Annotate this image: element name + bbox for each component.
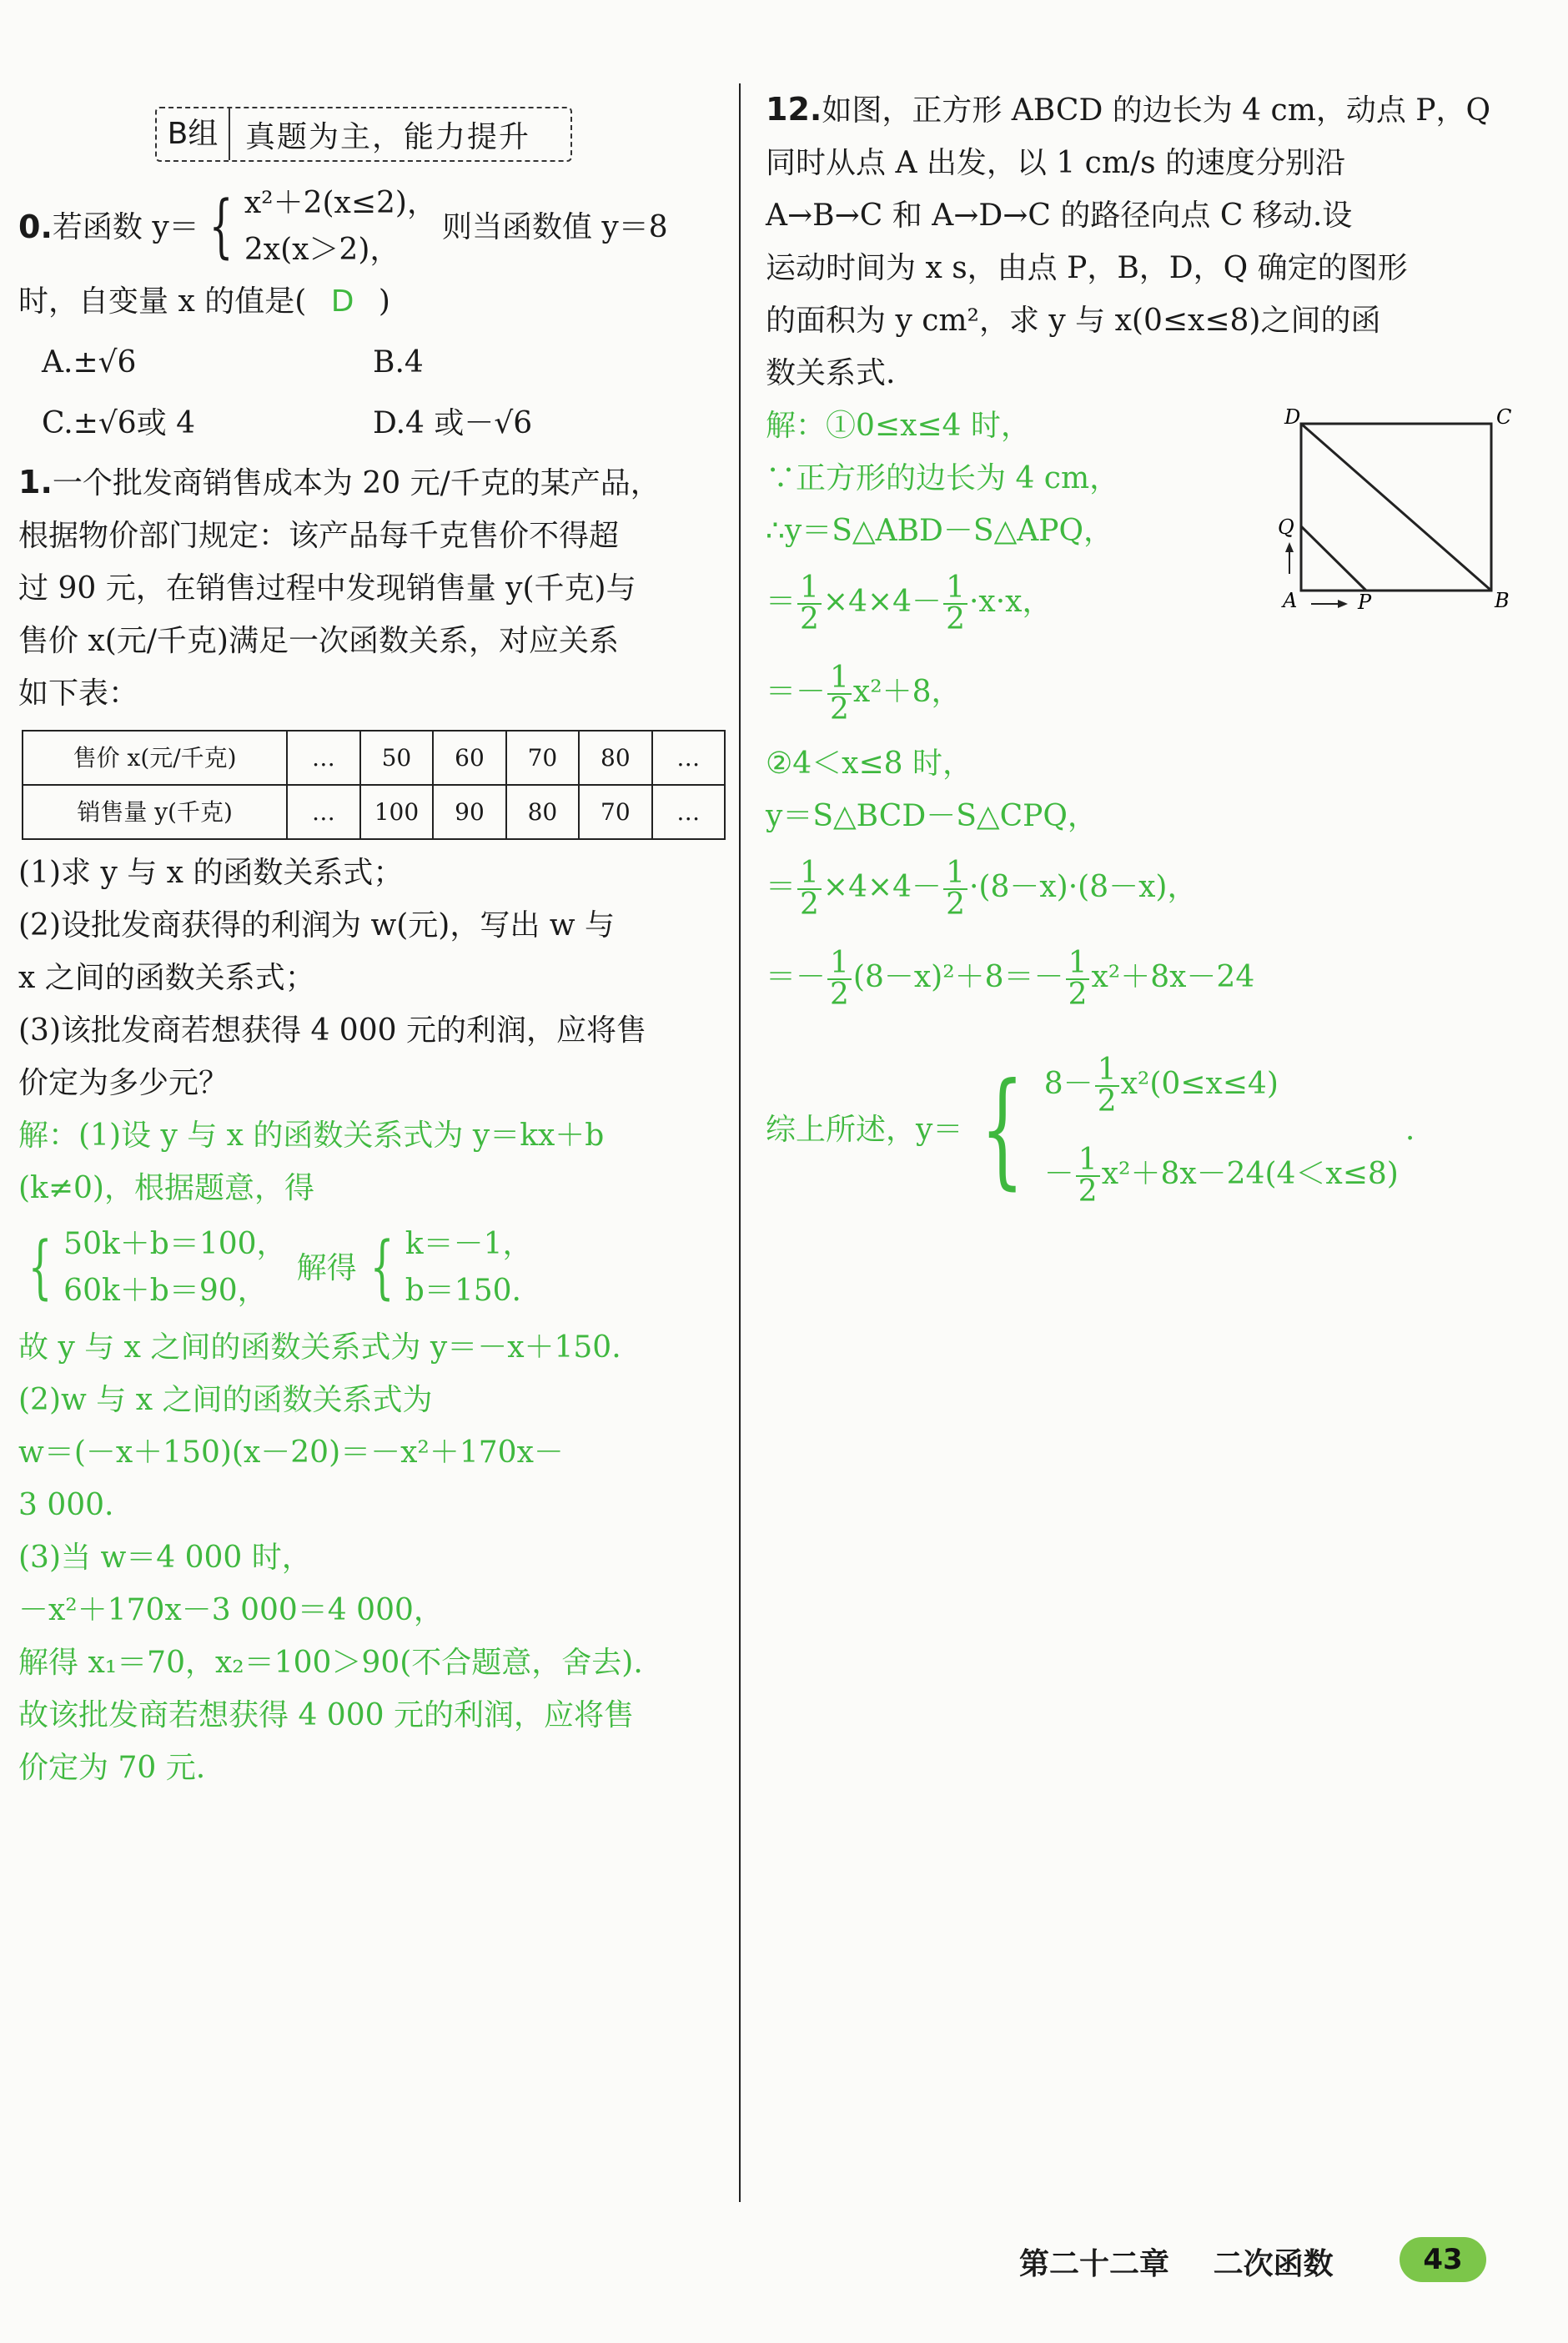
table-cell: 50	[360, 731, 434, 785]
q12-line: 数关系式.	[766, 356, 896, 390]
table-cell: 70	[579, 785, 651, 839]
left-column	[18, 186, 726, 1794]
formula-text: ×4×4－	[822, 585, 942, 619]
question-number: 0.	[18, 208, 53, 245]
fraction-numerator: 1	[1066, 948, 1090, 980]
q11-part: (1)求 y 与 x 的函数关系式；	[18, 856, 404, 890]
arrow-up-icon	[1285, 542, 1294, 552]
formula-text: ＝－	[766, 675, 827, 709]
q12-line: 的面积为 y cm²，求 y 与 x(0≤x≤8)之间的函	[766, 304, 1381, 338]
piece-2: 2x(x＞2)，	[244, 233, 400, 267]
answer-choice: D	[330, 284, 354, 319]
fraction-denominator: 2	[946, 602, 965, 636]
option-c: C.±√6或 4	[42, 406, 196, 440]
section-group: B组	[157, 108, 230, 160]
formula-text: x²＋8x－24	[1091, 960, 1255, 994]
q11-line: 过 90 元，在销售过程中发现销售量 y(千克)与	[18, 571, 636, 606]
q11-part: (2)设批发商获得的利润为 w(元)，写出 w 与	[18, 908, 616, 943]
solution-formula	[766, 842, 1533, 933]
chapter-title: 二次函数	[1213, 2247, 1334, 2281]
system-eq: b＝150.	[405, 1274, 521, 1308]
solution-line: w＝(－x＋150)(x－20)＝－x²＋170x－	[18, 1435, 564, 1470]
page-footer	[1019, 2240, 1334, 2283]
question-number: 12.	[766, 91, 822, 128]
table-cell: …	[652, 785, 725, 839]
solution-formula	[766, 933, 1533, 1023]
fraction	[797, 573, 822, 635]
solution-line: (2)w 与 x 之间的函数关系式为	[18, 1383, 433, 1417]
q12-line: 同时从点 A 出发，以 1 cm/s 的速度分别沿	[766, 146, 1346, 180]
arrow-right-icon	[1338, 600, 1348, 608]
solution-line: ②4＜x≤8 时，	[766, 747, 972, 781]
table-cell: 60	[433, 731, 505, 785]
solution-line: 3 000.	[18, 1488, 114, 1522]
question-11	[18, 456, 726, 1794]
fraction	[797, 858, 822, 920]
solution-line: 解得 x₁＝70，x₂＝100＞90(不合题意，舍去).	[18, 1646, 643, 1680]
system-eq: k＝－1，	[405, 1227, 533, 1261]
q10-close-paren: )	[378, 284, 390, 319]
question-12	[766, 83, 1533, 1219]
square-diagram	[1268, 407, 1518, 616]
table-cell: 100	[360, 785, 434, 839]
q12-line: 运动时间为 x s，由点 P，B，D，Q 确定的图形	[766, 251, 1408, 285]
q11-part: 价定为多少元？	[18, 1066, 229, 1100]
case-2	[1044, 1129, 1399, 1219]
page-number: 43	[1400, 2237, 1486, 2282]
table-cell: 90	[433, 785, 505, 839]
diagonal-bd	[1301, 424, 1491, 591]
fraction-numerator: 1	[827, 663, 852, 695]
q10-stem-post: 则当函数值 y＝8	[441, 209, 668, 244]
system-eq: 50k＋b＝100，	[63, 1227, 287, 1261]
fraction	[1095, 1055, 1119, 1117]
conclusion-text: 综上所述，y＝	[766, 1112, 963, 1147]
table-cell: 70	[506, 731, 579, 785]
table-cell: …	[287, 731, 359, 785]
formula-text: x²＋8，	[852, 675, 962, 709]
fraction-denominator: 2	[1078, 1174, 1098, 1209]
section-title: 真题为主，能力提升	[245, 119, 531, 154]
fraction-numerator: 1	[943, 573, 967, 605]
solution-line: 解：①0≤x≤4 时，	[766, 409, 1031, 443]
final-piecewise: 综上所述，y＝ { 8－ $\frac{1}{2}$ x²(0≤x≤4) － $\frac{1}{2}$ x²＋8x－24(4＜x≤8) .	[766, 1039, 1533, 1219]
option-d: D.4 或－√6	[373, 406, 533, 440]
formula-text: ·(8－x)·(8－x)，	[968, 870, 1198, 904]
fraction-denominator: 2	[946, 887, 965, 922]
section-tag	[155, 107, 572, 162]
table-cell: 80	[579, 731, 651, 785]
q11-part: x 之间的函数关系式；	[18, 961, 315, 995]
right-column	[766, 83, 1533, 1219]
fraction-denominator: 2	[800, 887, 819, 922]
formula-text: ×4×4－	[822, 870, 942, 904]
q11-line: 售价 x(元/千克)满足一次函数关系，对应关系	[18, 624, 619, 658]
fraction-denominator: 2	[800, 602, 819, 636]
solution-line: 价定为 70 元.	[18, 1751, 206, 1785]
question-10	[18, 186, 726, 450]
segment-pq	[1301, 526, 1366, 591]
formula-text: (8－x)²＋8＝－	[852, 960, 1064, 994]
formula-text: －	[1043, 1157, 1074, 1191]
formula-text: x²(0≤x≤4)	[1120, 1067, 1279, 1101]
solution-line: ∵正方形的边长为 4 cm，	[766, 461, 1120, 495]
fraction-numerator: 1	[943, 858, 967, 890]
q11-line: 根据物价部门规定：该产品每千克售价不得超	[18, 519, 620, 553]
option-a: A.±√6	[42, 345, 137, 380]
fraction-numerator: 1	[1095, 1055, 1119, 1087]
q11-part: (3)该批发商若想获得 4 000 元的利润，应将售	[18, 1013, 646, 1048]
price-sales-table	[22, 730, 726, 840]
q11-line: 一个批发商销售成本为 20 元/千克的某产品，	[52, 466, 661, 500]
equation-system: { 50k＋b＝100， 60k＋b＝90， 解得 { k＝－1， b＝150.	[18, 1214, 726, 1321]
solution-line: (3)当 w＝4 000 时，	[18, 1541, 312, 1575]
table-row-header: 售价 x(元/千克)	[23, 731, 287, 785]
piece-1: x²＋2(x≤2)，	[244, 186, 437, 220]
label-d: D	[1284, 407, 1301, 429]
formula-text: x²＋8x－24(4＜x≤8)	[1101, 1157, 1399, 1191]
options	[18, 336, 726, 450]
formula-text: ·x·x，	[968, 585, 1053, 619]
q11-solution	[18, 1109, 726, 1794]
option-b: B.4	[373, 345, 424, 380]
formula-text: 8－	[1043, 1067, 1093, 1101]
equals-sign: ＝	[766, 870, 797, 904]
label-c: C	[1496, 407, 1512, 429]
system-eq: 60k＋b＝90，	[63, 1274, 268, 1308]
fraction-numerator: 1	[1076, 1145, 1100, 1177]
column-divider	[739, 83, 741, 2202]
solution-line: y＝S△BCD－S△CPQ，	[766, 799, 1098, 833]
fraction	[943, 858, 967, 920]
solution-line: 故该批发商若想获得 4 000 元的利润，应将售	[18, 1698, 634, 1732]
fraction	[1066, 948, 1090, 1010]
solve-word: 解得	[296, 1250, 357, 1285]
label-a: A	[1283, 589, 1298, 612]
solution-line: 故 y 与 x 之间的函数关系式为 y＝－x＋150.	[18, 1330, 621, 1365]
fraction-denominator: 2	[830, 692, 849, 727]
fraction-denominator: 2	[1097, 1084, 1117, 1119]
fraction-numerator: 1	[797, 858, 822, 890]
q12-line: A→B→C 和 A→D→C 的路径向点 C 移动.设	[766, 199, 1353, 233]
question-number: 1.	[18, 464, 53, 500]
table-row	[23, 731, 725, 785]
piecewise-function: { x²＋2(x≤2)， 2x(x＞2)，	[199, 180, 437, 274]
fraction-denominator: 2	[830, 978, 849, 1012]
solution-line: －x²＋170x－3 000＝4 000，	[18, 1593, 444, 1627]
label-p: P	[1358, 591, 1372, 614]
solution-line: ∴y＝S△ABD－S△APQ，	[766, 514, 1113, 548]
fraction-numerator: 1	[797, 573, 822, 605]
label-q: Q	[1278, 515, 1294, 539]
solution-formula	[766, 647, 1533, 737]
table-row-header: 销售量 y(千克)	[23, 785, 287, 839]
table-cell: 80	[506, 785, 579, 839]
fraction-denominator: 2	[1068, 978, 1088, 1012]
label-b: B	[1495, 589, 1510, 612]
fraction	[943, 573, 967, 635]
q10-stem-pre: 若函数 y＝	[52, 209, 199, 244]
q12-line: 如图，正方形 ABCD 的边长为 4 cm，动点 P，Q	[822, 93, 1491, 128]
conclusion-period: .	[1405, 1112, 1415, 1147]
fraction-numerator: 1	[827, 948, 852, 980]
fraction	[827, 948, 852, 1010]
q10-stem-line2: 时，自变量 x 的值是(	[18, 284, 307, 319]
case-1	[1044, 1039, 1399, 1129]
table-row	[23, 785, 725, 839]
fraction	[827, 663, 852, 725]
formula-text: ＝－	[766, 960, 827, 994]
solution-line: (k≠0)，根据题意，得	[18, 1171, 314, 1205]
q11-line: 如下表：	[18, 676, 139, 711]
table-cell: …	[287, 785, 359, 839]
solution-line: 解：(1)设 y 与 x 的函数关系式为 y＝kx＋b	[18, 1119, 605, 1153]
chapter-label: 第二十二章	[1019, 2247, 1170, 2281]
table-cell: …	[652, 731, 725, 785]
fraction	[1076, 1145, 1100, 1207]
equals-sign: ＝	[766, 585, 797, 619]
